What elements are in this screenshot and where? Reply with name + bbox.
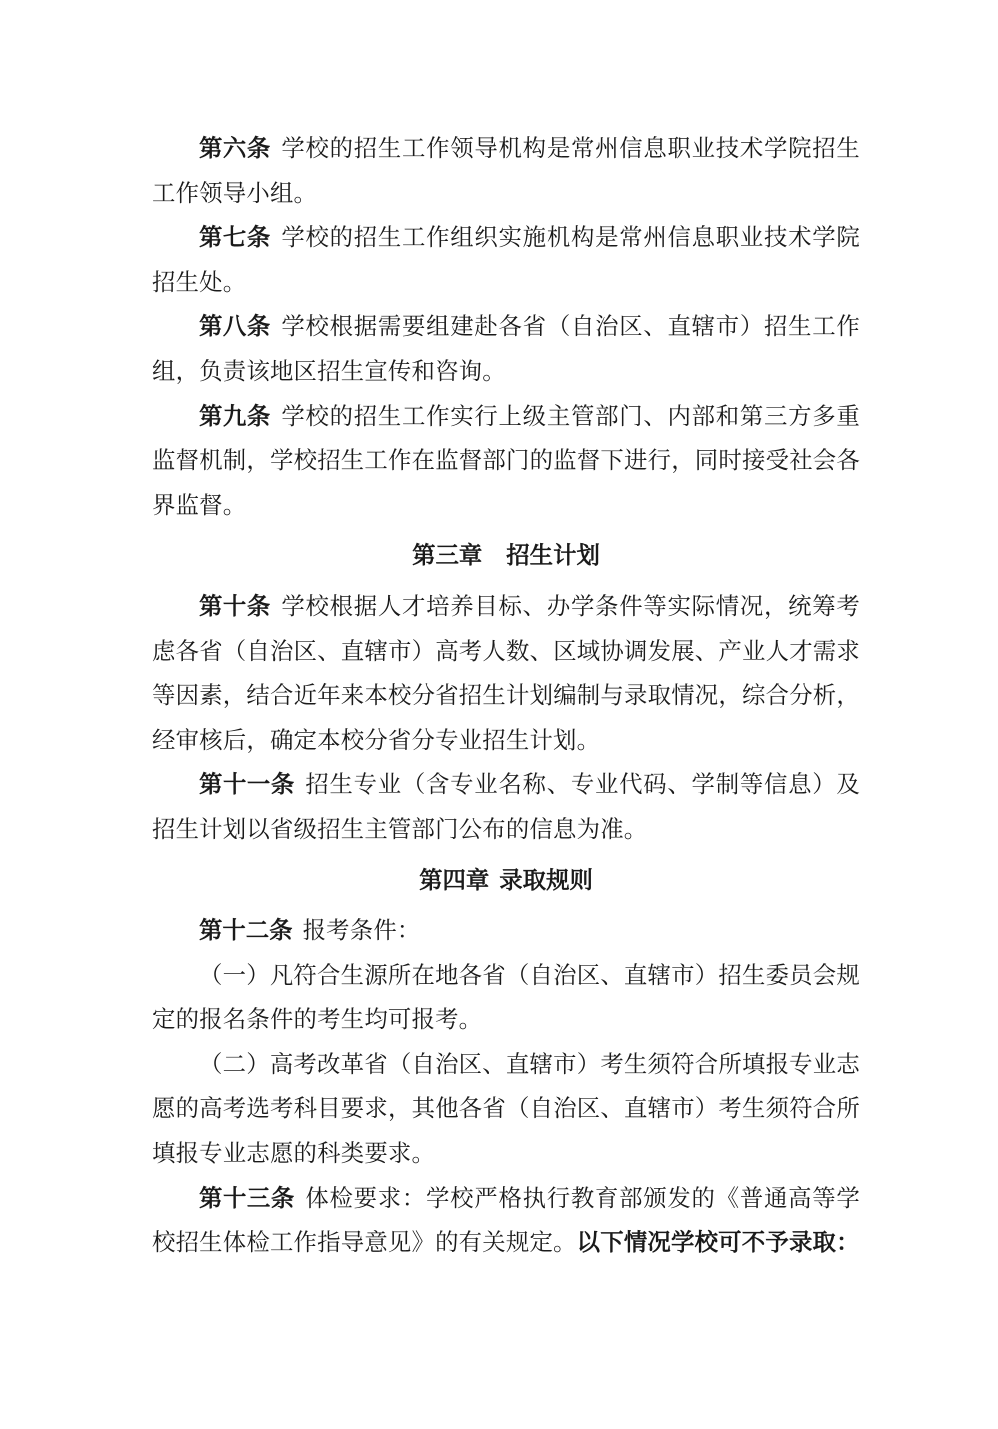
article-label: 第十一条	[199, 770, 295, 799]
article-6	[152, 126, 860, 215]
chapter-number: 第四章	[419, 865, 490, 894]
chapter-number: 第三章	[412, 541, 483, 570]
article-12-item-2	[152, 1042, 860, 1176]
article-8	[152, 304, 860, 393]
article-13	[152, 1176, 860, 1265]
article-text: 报考条件：	[302, 916, 421, 945]
chapter-title: 录取规则	[499, 865, 593, 894]
article-label: 第六条	[199, 134, 271, 162]
article-label: 第十二条	[199, 916, 293, 945]
chapter-title: 招生计划	[506, 541, 600, 570]
article-text: 学校的招生工作领导机构是常州信息职业技术学院招生工作领导小组。	[152, 134, 860, 207]
article-label: 第十条	[199, 591, 271, 620]
article-text: 招生专业（含专业名称、专业代码、学制等信息）及招生计划以省级招生主管部门公布的信息为准。	[152, 770, 860, 843]
article-text: 学校根据需要组建赴各省（自治区、直辖市）招生工作组，负责该地区招生宣传和咨询。	[152, 312, 860, 385]
article-12-item-1	[152, 953, 860, 1042]
document-page	[152, 126, 860, 1265]
article-12	[152, 908, 860, 953]
item-text: （二）高考改革省（自治区、直辖市）考生须符合所填报专业志愿的高考选考科目要求，其他各省（自治区、直辖市）考生须符合所填报专业志愿的科类要求。	[152, 1049, 860, 1168]
article-text: 体检要求：学校严格执行教育部颁发的《普通高等学校招生体检工作指导意见》的有关规定。	[152, 1183, 860, 1257]
article-10	[152, 584, 860, 762]
item-text: （一）凡符合生源所在地各省（自治区、直辖市）招生委员会规定的报名条件的考生均可报考。	[152, 960, 860, 1034]
article-text: 学校根据人才培养目标、办学条件等实际情况，统筹考虑各省（自治区、直辖市）高考人数、区域协调发展、产业人才需求等因素，结合近年来本校分省招生计划编制与录取情况，综合分析，经审核后，确定本校分省分专业招生计划。	[152, 591, 860, 754]
article-9	[152, 394, 860, 528]
article-text: 学校的招生工作组织实施机构是常州信息职业技术学院招生处。	[152, 223, 860, 296]
article-11	[152, 762, 860, 851]
article-label: 第九条	[199, 401, 271, 430]
article-label: 第八条	[199, 312, 271, 341]
article-text: 学校的招生工作实行上级主管部门、内部和第三方多重监督机制，学校招生工作在监督部门的监督下进行，同时接受社会各界监督。	[152, 401, 860, 519]
article-label: 第十三条	[199, 1183, 295, 1212]
article-label: 第七条	[199, 223, 271, 252]
article-emphasis: 以下情况学校可不予录取：	[576, 1228, 860, 1257]
article-7	[152, 215, 860, 304]
chapter-3-heading	[152, 533, 860, 578]
chapter-4-heading	[152, 858, 860, 903]
